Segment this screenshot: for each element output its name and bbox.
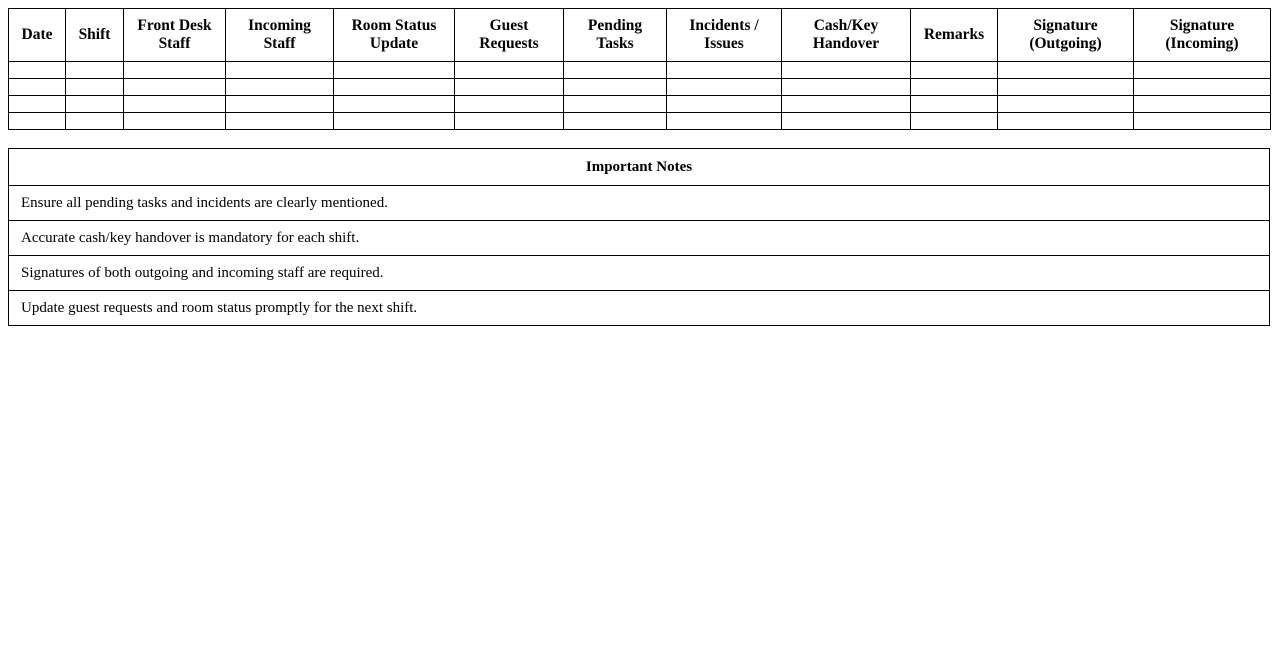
- header-room-status-update: Room Status Update: [334, 9, 455, 62]
- shift-handover-table: [8, 8, 1271, 130]
- header-signature-incoming: Signature (Incoming): [1134, 9, 1271, 62]
- table-cell[interactable]: [667, 113, 782, 130]
- note-item: Ensure all pending tasks and incidents are clearly mentioned.: [9, 186, 1270, 221]
- table-cell[interactable]: [782, 79, 911, 96]
- table-cell[interactable]: [998, 62, 1134, 79]
- table-cell[interactable]: [455, 62, 564, 79]
- table-cell[interactable]: [1134, 62, 1271, 79]
- table-cell[interactable]: [782, 96, 911, 113]
- table-cell[interactable]: [1134, 96, 1271, 113]
- header-remarks: Remarks: [911, 9, 998, 62]
- header-row: [9, 9, 1271, 62]
- header-cash-key-handover: Cash/Key Handover: [782, 9, 911, 62]
- header-date: Date: [9, 9, 66, 62]
- table-cell[interactable]: [9, 62, 66, 79]
- table-row: [9, 79, 1271, 96]
- note-row: [9, 221, 1270, 256]
- table-cell[interactable]: [667, 96, 782, 113]
- table-cell[interactable]: [564, 113, 667, 130]
- table-cell[interactable]: [9, 113, 66, 130]
- table-cell[interactable]: [334, 96, 455, 113]
- table-cell[interactable]: [334, 113, 455, 130]
- table-cell[interactable]: [226, 96, 334, 113]
- table-cell[interactable]: [334, 62, 455, 79]
- table-cell[interactable]: [667, 62, 782, 79]
- table-cell[interactable]: [998, 96, 1134, 113]
- table-cell[interactable]: [9, 96, 66, 113]
- header-guest-requests: Guest Requests: [455, 9, 564, 62]
- table-cell[interactable]: [66, 79, 124, 96]
- notes-header-row: [9, 149, 1270, 186]
- table-cell[interactable]: [1134, 113, 1271, 130]
- table-cell[interactable]: [998, 113, 1134, 130]
- note-item: Update guest requests and room status promptly for the next shift.: [9, 291, 1270, 326]
- table-cell[interactable]: [124, 62, 226, 79]
- header-incidents-issues: Incidents / Issues: [667, 9, 782, 62]
- table-row: [9, 62, 1271, 79]
- important-notes-table: [8, 148, 1270, 326]
- header-pending-tasks: Pending Tasks: [564, 9, 667, 62]
- table-row: [9, 113, 1271, 130]
- table-cell[interactable]: [782, 113, 911, 130]
- note-row: [9, 256, 1270, 291]
- table-cell[interactable]: [998, 79, 1134, 96]
- header-signature-outgoing: Signature (Outgoing): [998, 9, 1134, 62]
- table-cell[interactable]: [124, 96, 226, 113]
- table-cell[interactable]: [455, 79, 564, 96]
- table-cell[interactable]: [226, 79, 334, 96]
- table-cell[interactable]: [66, 113, 124, 130]
- table-cell[interactable]: [9, 79, 66, 96]
- table-cell[interactable]: [911, 62, 998, 79]
- note-item: Accurate cash/key handover is mandatory for each shift.: [9, 221, 1270, 256]
- table-cell[interactable]: [782, 62, 911, 79]
- table-row: [9, 96, 1271, 113]
- header-front-desk-staff: Front Desk Staff: [124, 9, 226, 62]
- note-row: [9, 186, 1270, 221]
- table-cell[interactable]: [124, 79, 226, 96]
- table-cell[interactable]: [911, 113, 998, 130]
- table-cell[interactable]: [124, 113, 226, 130]
- table-cell[interactable]: [564, 79, 667, 96]
- table-cell[interactable]: [911, 79, 998, 96]
- note-row: [9, 291, 1270, 326]
- note-item: Signatures of both outgoing and incoming staff are required.: [9, 256, 1270, 291]
- table-cell[interactable]: [66, 62, 124, 79]
- table-cell[interactable]: [226, 62, 334, 79]
- table-cell[interactable]: [667, 79, 782, 96]
- table-cell[interactable]: [66, 96, 124, 113]
- notes-title: Important Notes: [9, 149, 1270, 186]
- table-cell[interactable]: [455, 113, 564, 130]
- table-cell[interactable]: [334, 79, 455, 96]
- table-cell[interactable]: [455, 96, 564, 113]
- table-cell[interactable]: [1134, 79, 1271, 96]
- table-cell[interactable]: [564, 96, 667, 113]
- table-cell[interactable]: [226, 113, 334, 130]
- table-cell[interactable]: [564, 62, 667, 79]
- header-incoming-staff: Incoming Staff: [226, 9, 334, 62]
- header-shift: Shift: [66, 9, 124, 62]
- table-cell[interactable]: [911, 96, 998, 113]
